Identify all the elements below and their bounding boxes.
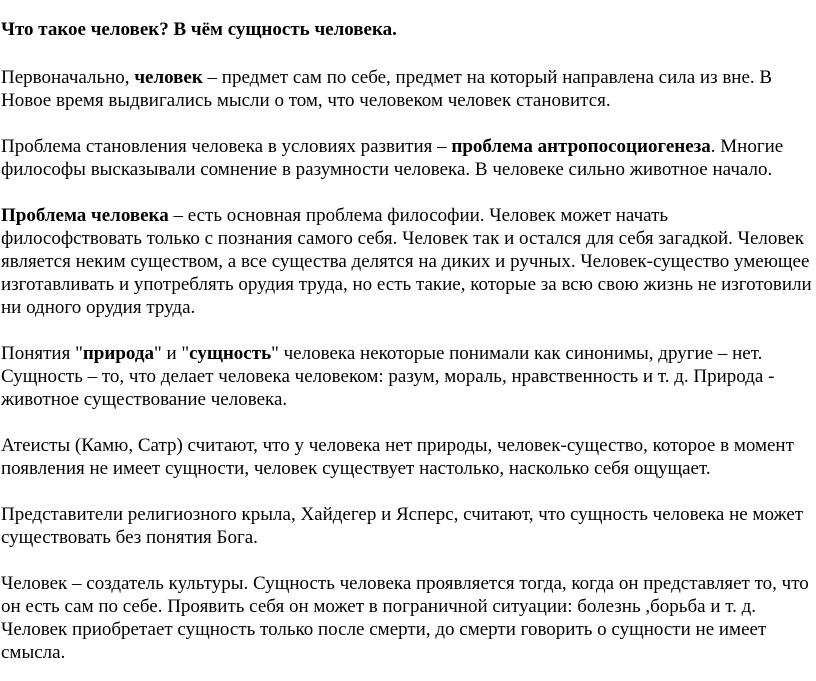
paragraph-4-text-m: " и " — [153, 343, 190, 364]
paragraph-4 — [1, 342, 813, 411]
paragraph-4-bold-term-nature: природа — [82, 343, 154, 364]
document-title: Что такое человек? В чём сущность человека. — [1, 19, 397, 40]
paragraph-1-text-a: Первоначально, — [1, 67, 135, 88]
paragraph-4-bold-term-essence: сущность — [189, 343, 272, 364]
paragraph-1-bold-term: человек — [134, 67, 203, 88]
paragraph-5: Атеисты (Камю, Сатр) считают, что у человека нет природы, человек-существо, которое в момент появления не имеет сущности, человек существует настолько, насколько себя ощущает. — [1, 435, 794, 479]
paragraph-2-text-c: . Многие философы высказывали сомнение в разумности человека. В человеке сильно животное начало. — [1, 136, 784, 180]
paragraph-3 — [1, 204, 813, 319]
paragraph-3-text-c: – есть основная проблема философии. Человек может начать философствовать только с познания самого себя. Человек так и остался для себя загадкой. Человек является неким существом, а все существа делятся на диких и ручных. Человек-существо умеющее изготавливать и употреблять орудия труда, но есть такие, которые за всю свою жизнь не изготовили ни одного орудия труда. — [1, 205, 812, 318]
document-body — [1, 18, 813, 664]
paragraph-1-text-c: – предмет сам по себе, предмет на который направлена сила из вне. В Новое время выдвигались мысли о том, что человеком человек становится. — [1, 67, 773, 111]
paragraph-2 — [1, 135, 813, 181]
paragraph-7: Человек – создатель культуры. Сущность человека проявляется тогда, когда он представляет то, что он есть сам по себе. Проявить себя он может в пограничной ситуации: болезнь ,борьба и т. д. Человек приобретает сущность только после смерти, до смерти говорить о сущности не имеет смысла. — [1, 573, 809, 663]
paragraph-3-bold-term: Проблема человека — [1, 205, 169, 226]
paragraph-4-text-a: Понятия " — [1, 343, 83, 364]
paragraph-6: Представители религиозного крыла, Хайдегер и Ясперс, считают, что сущность человека не может существовать без понятия Бога. — [1, 504, 804, 548]
paragraph-1 — [1, 66, 813, 112]
paragraph-2-bold-term: проблема антропосоциогенеза — [451, 136, 711, 157]
paragraph-2-text-a: Проблема становления человека в условиях развития – — [1, 136, 452, 157]
paragraph-4-text-c: " человека некоторые понимали как синонимы, другие – нет. Сущность – то, что делает человека человеком: разум, мораль, нравственность и т. д. Природа - животное существование человека. — [1, 343, 775, 410]
